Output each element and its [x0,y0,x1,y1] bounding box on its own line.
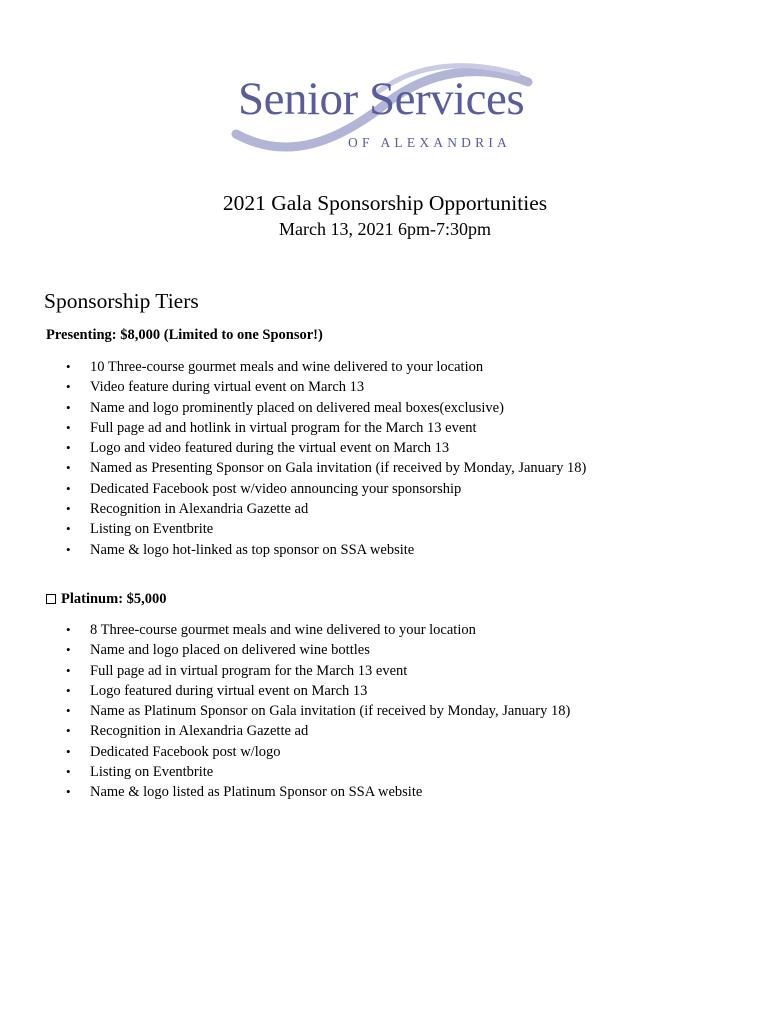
bullet-icon: • [66,419,71,435]
bullet-icon: • [66,784,71,800]
platinum-benefits-list [0,620,570,803]
bullet-icon: • [66,622,71,637]
list-item: • Full page ad in virtual program for the March 13 event [0,661,570,681]
list-item: • 10 Three-course gourmet meals and wine delivered to your location [0,357,586,377]
bullet-icon: • [66,642,71,658]
bullet-icon: • [66,764,71,780]
bullet-icon: • [66,460,71,476]
bullet-icon: • [66,703,71,719]
checkbox-icon [46,594,56,604]
list-item: • Listing on Eventbrite [0,519,586,539]
list-item: • Name & logo hot-linked as top sponsor on SSA website [0,540,586,560]
list-item: • Listing on Eventbrite [0,762,570,782]
logo-subtitle: OF ALEXANDRIA [348,135,511,150]
presenting-tier-title: Presenting: $8,000 (Limited to one Sponsor!) [46,327,323,343]
bullet-icon: • [66,359,71,374]
list-item: • Logo featured during virtual event on March 13 [0,681,570,701]
list-item: • Logo and video featured during the virtual event on March 13 [0,438,586,458]
bullet-icon: • [66,662,71,678]
list-item: • Recognition in Alexandria Gazette ad [0,721,570,741]
list-item: • Name as Platinum Sponsor on Gala invitation (if received by Monday, January 18) [0,701,570,721]
list-item: • Full page ad and hotlink in virtual program for the March 13 event [0,418,586,438]
platinum-tier-label: Platinum: $5,000 [61,591,167,607]
bullet-icon: • [66,723,71,739]
presenting-benefits-list [0,357,586,560]
bullet-icon: • [66,541,71,557]
bullet-icon: • [66,379,71,395]
platinum-tier-title [46,590,167,608]
bullet-icon: • [66,480,71,496]
bullet-icon: • [66,501,71,517]
list-item: • Named as Presenting Sponsor on Gala invitation (if received by Monday, January 18) [0,458,586,478]
page-title: 2021 Gala Sponsorship Opportunities [222,191,548,215]
logo-wordmark: Senior Services [238,73,525,125]
list-item: • 8 Three-course gourmet meals and wine delivered to your location [0,620,570,640]
list-item: • Recognition in Alexandria Gazette ad [0,499,586,519]
section-heading: Sponsorship Tiers [44,289,199,313]
bullet-icon: • [66,521,71,537]
list-item: • Name & logo listed as Platinum Sponsor on SSA website [0,782,570,802]
bullet-icon: • [66,399,71,415]
list-item: • Dedicated Facebook post w/logo [0,742,570,762]
logo [228,62,538,162]
bullet-icon: • [66,440,71,456]
event-date: March 13, 2021 6pm-7:30pm [279,219,491,239]
list-item: • Name and logo prominently placed on delivered meal boxes(exclusive) [0,398,586,418]
bullet-icon: • [66,743,71,759]
bullet-icon: • [66,682,71,698]
list-item: • Dedicated Facebook post w/video announcing your sponsorship [0,479,586,499]
list-item: • Name and logo placed on delivered wine bottles [0,640,570,660]
list-item: • Video feature during virtual event on March 13 [0,377,586,397]
